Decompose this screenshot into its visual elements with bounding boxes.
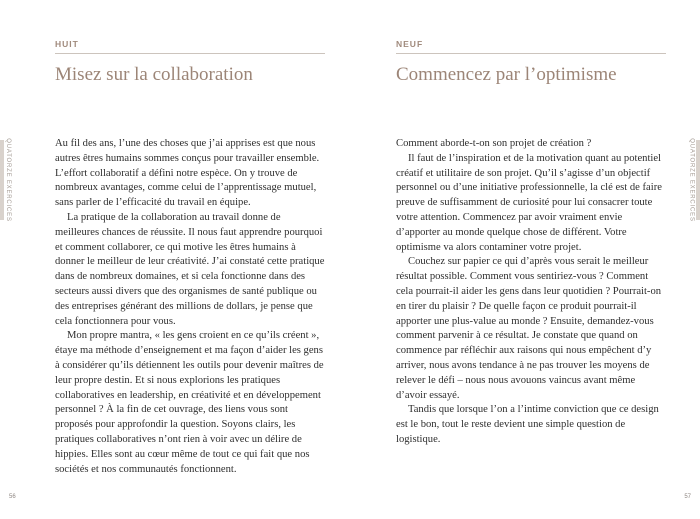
chapter-label: NEUF [396, 39, 424, 49]
body-text [55, 137, 325, 477]
paragraph: Mon propre mantra, « les gens croient en ce qu’ils créent », étaye ma méthode d’enseignement et ma façon d’aider les gens à considérer qu’ils détiennent les outils pour devenir maîtres de leur propre destin. Et si nous explorions les pratiques collaboratives en leadership, en créativité et en développement personnel ? À la fin de cet ouvrage, des liens vous sont proposés pour approfondir la question. Soyons clairs, les pratiques collaboratives n’ont rien à voir avec un délire de hippies. Elles sont au cœur même de tout ce qui fait que nos sociétés et nos communautés fonctionnent. [55, 330, 324, 475]
body-text [396, 137, 666, 448]
title-divider [396, 53, 666, 54]
right-page [350, 0, 700, 519]
side-section-label: QUATORZE EXERCICES [5, 138, 11, 222]
paragraph: Comment aborde-t-on son projet de création ? [396, 138, 592, 149]
paragraph: Au fil des ans, l’une des choses que j’ai apprises est que nous autres êtres humains sommes conçus pour travailler ensemble. L’effort collaboratif a défini notre espèce. On y trouve de nombreux avantages, comme celui de l’apprentissage mutuel, sans parler de l’efficacité du travail en équipe. [55, 138, 320, 209]
page-number: 57 [684, 494, 691, 500]
paragraph: Tandis que lorsque l’on a l’intime conviction que ce design est le bon, tout le reste devient une simple question de logistique. [396, 404, 659, 445]
title-divider [55, 53, 325, 54]
chapter-label: HUIT [55, 39, 79, 49]
page-number: 56 [9, 494, 16, 500]
page-title: Commencez par l’optimisme [396, 64, 617, 85]
side-section-label: QUATORZE EXERCICES [689, 138, 695, 222]
side-tab-marker [0, 140, 4, 220]
side-tab-marker [696, 140, 700, 220]
page-title: Misez sur la collaboration [55, 64, 253, 85]
paragraph: Il faut de l’inspiration et de la motivation quant au potentiel créatif et utilitaire de son projet. Qu’il s’agisse d’un objectif personnel ou d’une initiative professionnelle, la clé est de faire preuve de suffisamment de curiosité pour lui consacrer toute votre attention. Commencez par avoir vraiment envie d’apporter au monde quelque chose de différent. Votre optimisme va alors contaminer votre projet. [396, 152, 662, 253]
paragraph: La pratique de la collaboration au travail donne de meilleures chances de réussite. Il nous faut apprendre pourquoi et comment collaborer, ce qui motive les êtres humains à donner le meilleur de leur créativité. J’ai constaté cette pratique dans de nombreux domaines, et si cela fonctionne dans des secteurs aussi divers que des organismes de santé publique ou des entreprises générant des millions de dollars, je pense que cela fonctionnera pour vous. [55, 211, 325, 327]
paragraph: Couchez sur papier ce qui d’après vous serait le meilleur résultat possible. Comment vous sentiriez-vous ? Comment cela pourrait-il aider les gens dans leur quotidien ? Pourrait-on en tirer du plaisir ? De quelle façon ce produit pourrait-il apporter une plus-value au monde ? Ensuite, demandez-vous comment parvenir à ce résultat. Je constate que quand on commence par réfléchir aux raisons qui nous empêchent d’y arriver, nous avons tendance à ne pas trouver les moyens de relever le défi – nous nous avouons vaincus avant même d’avoir essayé. [396, 256, 662, 401]
